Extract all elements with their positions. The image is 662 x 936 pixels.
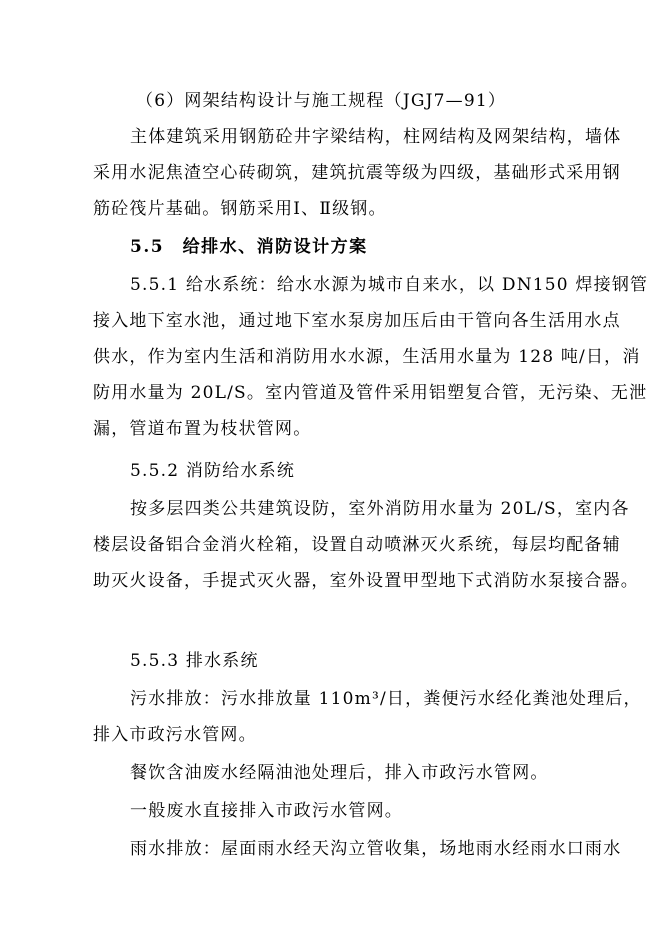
paragraph-line: 一般废水直接排入市政污水管网。 [130, 801, 403, 821]
paragraph-line: 供水，作为室内生活和消防用水水源，生活用水量为 128 吨/日，消 [93, 347, 641, 367]
paragraph-line: 雨水排放：屋面雨水经天沟立管收集，场地雨水经雨水口雨水 [130, 839, 622, 859]
reference-item-6: （6）网架结构设计与施工规程（JGJ7—91） [136, 91, 507, 111]
paragraph-line: 接入地下室水池，通过地下室水泵房加压后由干管向各生活用水点 [93, 311, 621, 331]
section-heading-5-5: 5.5 给排水、消防设计方案 [130, 237, 368, 257]
paragraph-line: 餐饮含油废水经隔油池处理后，排入市政污水管网。 [130, 763, 549, 783]
paragraph-line: 防用水量为 20L/S。室内管道及管件采用铝塑复合管，无污染、无泄 [93, 383, 648, 403]
paragraph-line: 排入市政污水管网。 [93, 725, 257, 745]
paragraph-line: 按多层四类公共建筑设防，室外消防用水量为 20L/S，室内各 [130, 499, 630, 519]
paragraph-line: 漏，管道布置为枝状管网。 [93, 419, 312, 439]
subsection-5-5-1-line: 5.5.1 给水系统：给水水源为城市自来水，以 DN150 焊接钢管 [130, 275, 649, 295]
paragraph-line: 筋砼筏片基础。钢筋采用Ⅰ、Ⅱ级钢。 [93, 199, 387, 219]
paragraph-line: 主体建筑采用钢筋砼井字梁结构，柱网结构及网架结构，墙体 [130, 127, 622, 147]
paragraph-line: 污水排放：污水排放量 110m³/日，粪便污水经化粪池处理后， [130, 689, 642, 709]
subsection-heading-5-5-2: 5.5.2 消防给水系统 [130, 461, 296, 481]
paragraph-line: 楼层设备铝合金消火栓箱，设置自动喷淋灭火系统，每层均配备辅 [93, 535, 621, 555]
paragraph-line: 助灭火设备，手提式灭火器，室外设置甲型地下式消防水泵接合器。 [93, 571, 639, 591]
subsection-heading-5-5-3: 5.5.3 排水系统 [130, 651, 259, 671]
paragraph-line: 采用水泥焦渣空心砖砌筑，建筑抗震等级为四级，基础形式采用钢 [93, 163, 621, 183]
